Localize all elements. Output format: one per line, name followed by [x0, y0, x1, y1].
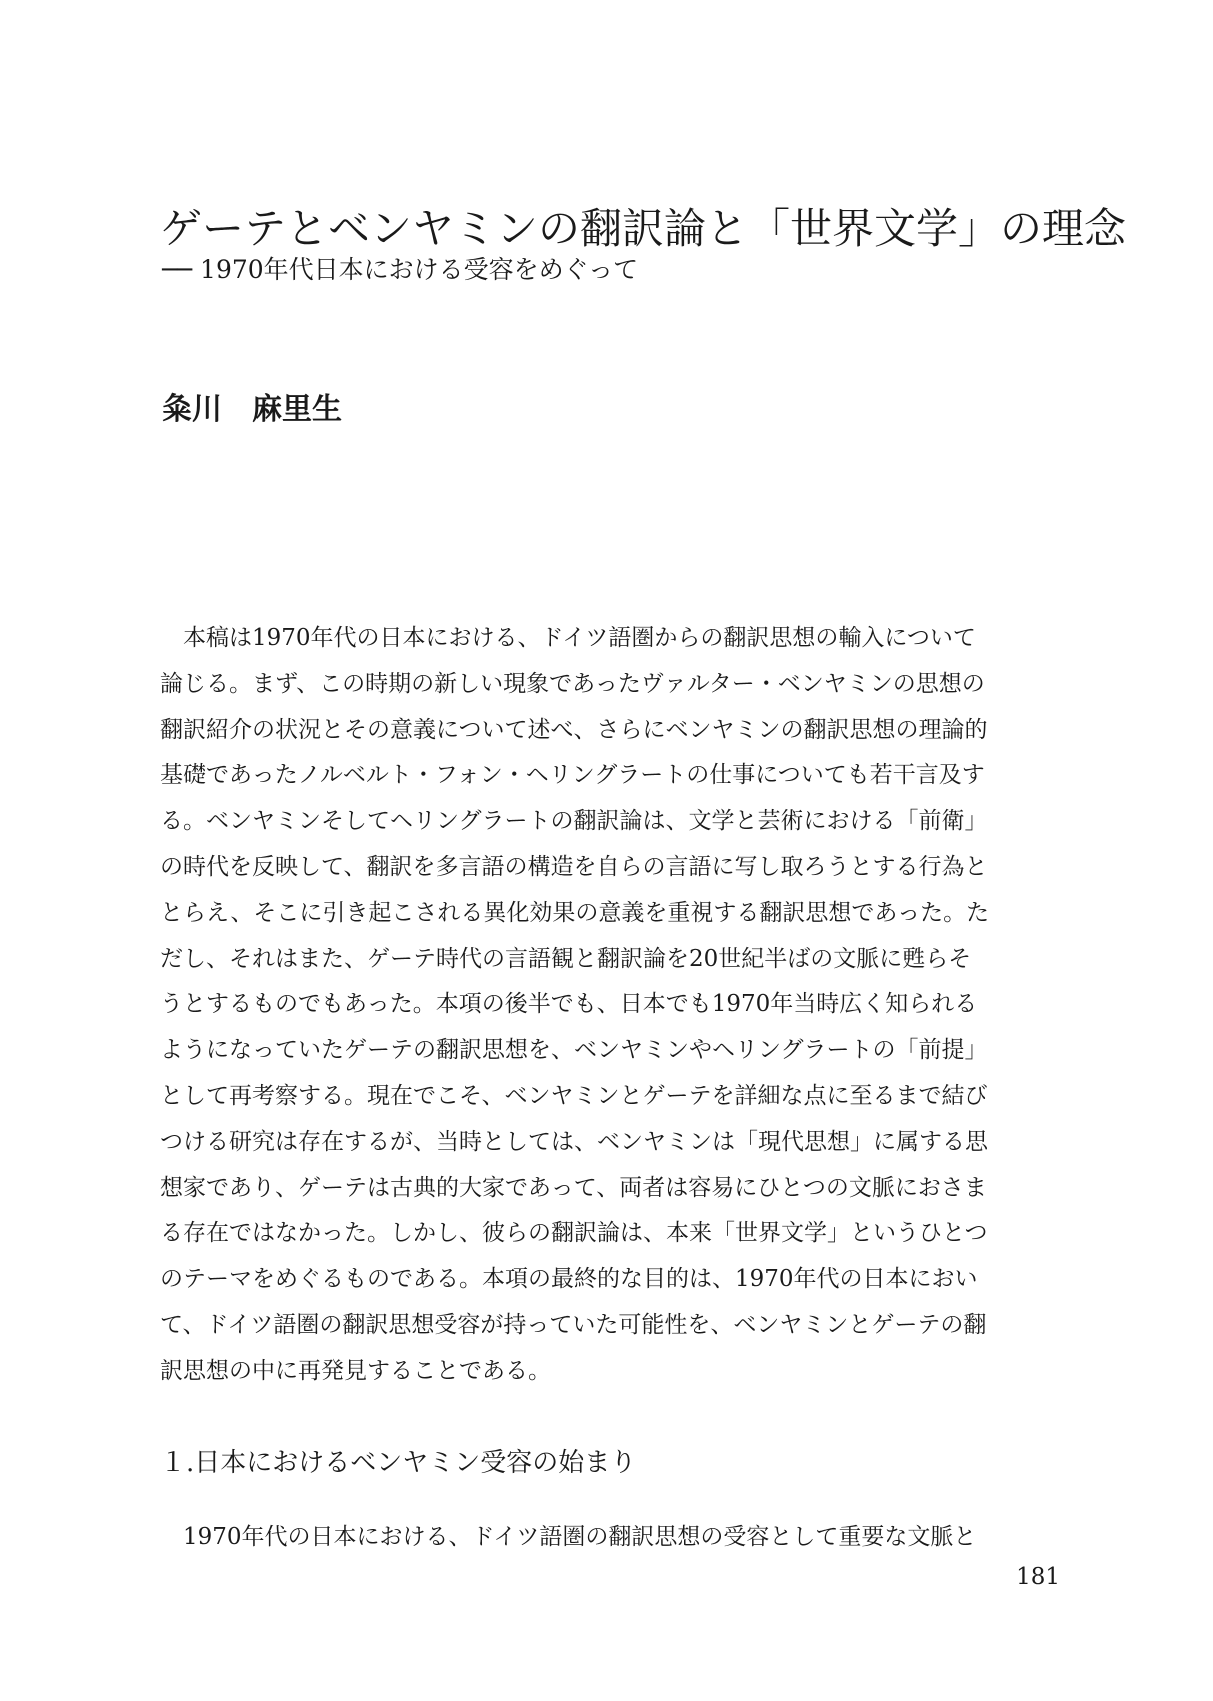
- abstract-line: の時代を反映して、翻訳を多言語の構造を自らの言語に写し取ろうとする行為と: [160, 853, 988, 880]
- paper-title: ゲーテとベンヤミンの翻訳論と「世界文学」の理念: [160, 204, 1127, 253]
- abstract-line: うとするものでもあった。本項の後半でも、日本でも1970年当時広く知られる: [160, 991, 978, 1018]
- page-number: 181: [1016, 1564, 1060, 1590]
- abstract-line: 想家であり、ゲーテは古典的大家であって、両者は容易にひとつの文脈におさま: [160, 1174, 987, 1201]
- abstract-line: 基礎であったノルベルト・フォン・ヘリングラートの仕事についても若干言及す: [160, 762, 985, 789]
- abstract-line: 翻訳紹介の状況とその意義について述べ、さらにベンヤミンの翻訳思想の理論的: [160, 716, 988, 743]
- abstract-line: だし、それはまた、ゲーテ時代の言語観と翻訳論を20世紀半ばの文脈に甦らそ: [160, 945, 972, 972]
- abstract-line: とらえ、そこに引き起こされる異化効果の意義を重視する翻訳思想であった。た: [160, 899, 990, 926]
- body-line: 1970年代の日本における、ドイツ語圏の翻訳思想の受容として重要な文脈と: [160, 1524, 977, 1550]
- abstract-line: 本稿は1970年代の日本における、ドイツ語圏からの翻訳思想の輸入について: [160, 625, 976, 651]
- abstract-line: る存在ではなかった。しかし、彼らの翻訳論は、本来「世界文学」というひとつ: [160, 1220, 988, 1247]
- abstract: [160, 616, 1060, 1395]
- abstract-line: る。ベンヤミンそしてヘリングラートの翻訳論は、文学と芸術における「前衛」: [160, 808, 988, 835]
- abstract-line: ようになっていたゲーテの翻訳思想を、ベンヤミンやヘリングラートの「前提」: [160, 1037, 988, 1064]
- abstract-line: 訳思想の中に再発見することである。: [160, 1357, 551, 1384]
- abstract-line: て、ドイツ語圏の翻訳思想受容が持っていた可能性を、ベンヤミンとゲーテの翻: [160, 1311, 987, 1338]
- section-body: [160, 1515, 1060, 1560]
- author-name: 粂川 麻里生: [162, 392, 342, 427]
- paper-subtitle: ── 1970年代日本における受容をめぐって: [162, 255, 639, 284]
- abstract-line: として再考察する。現在でこそ、ベンヤミンとゲーテを詳細な点に至るまで結び: [160, 1082, 988, 1109]
- abstract-line: 論じる。まず、この時期の新しい現象であったヴァルター・ベンヤミンの思想の: [160, 670, 985, 697]
- abstract-line: つける研究は存在するが、当時としては、ベンヤミンは「現代思想」に属する思: [160, 1128, 988, 1155]
- section-heading: １.日本におけるベンヤミン受容の始まり: [160, 1448, 637, 1478]
- abstract-line: のテーマをめぐるものである。本項の最終的な目的は、1970年代の日本におい: [160, 1266, 978, 1293]
